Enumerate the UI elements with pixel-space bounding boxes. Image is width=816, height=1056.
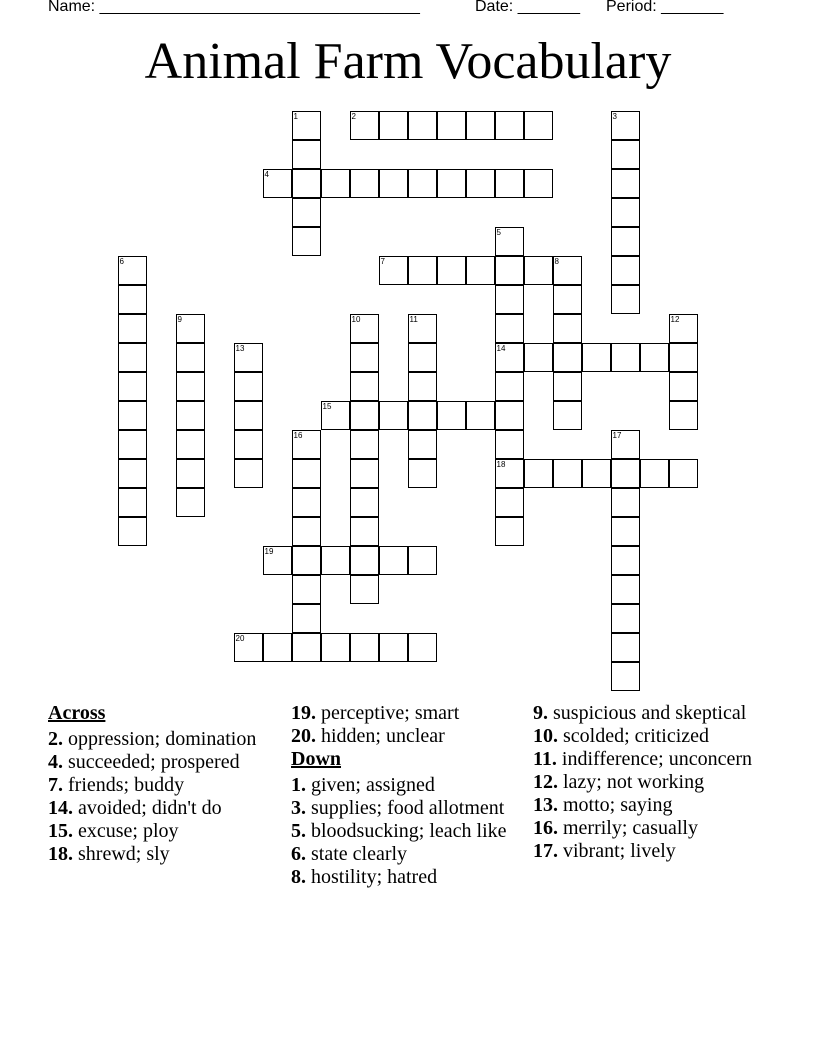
grid-cell[interactable] (408, 430, 437, 459)
clue-across-20: 20. hidden; unclear (291, 725, 445, 747)
clue-number: 12 (670, 314, 680, 324)
grid-cell[interactable] (379, 169, 408, 198)
grid-cell[interactable] (553, 401, 582, 430)
grid-cell[interactable] (234, 459, 263, 488)
grid-cell[interactable] (263, 546, 292, 575)
grid-cell[interactable] (408, 256, 437, 285)
clue-down-5: 5. bloodsucking; leach like (291, 820, 507, 842)
grid-cell[interactable] (611, 633, 640, 662)
page-title: Animal Farm Vocabulary (144, 33, 672, 90)
grid-cell[interactable] (176, 430, 205, 459)
grid-cell[interactable] (669, 372, 698, 401)
grid-cell[interactable] (611, 604, 640, 633)
grid-cell[interactable] (495, 285, 524, 314)
grid-cell[interactable] (263, 633, 292, 662)
grid-cell[interactable] (611, 285, 640, 314)
clue-down-13: 13. motto; saying (533, 794, 673, 816)
grid-cell[interactable] (292, 488, 321, 517)
grid-cell[interactable] (176, 459, 205, 488)
grid-cell[interactable] (611, 546, 640, 575)
grid-cell[interactable] (466, 111, 495, 140)
grid-cell[interactable] (350, 546, 379, 575)
grid-cell[interactable] (350, 575, 379, 604)
grid-cell[interactable] (118, 256, 147, 285)
grid-cell[interactable] (408, 169, 437, 198)
down-heading: Down (291, 748, 342, 770)
grid-cell[interactable] (611, 662, 640, 691)
grid-cell[interactable] (466, 169, 495, 198)
grid-cell[interactable] (234, 430, 263, 459)
clue-number: 14 (496, 343, 506, 353)
grid-cell[interactable] (553, 372, 582, 401)
grid-cell[interactable] (350, 459, 379, 488)
grid-cell[interactable] (350, 488, 379, 517)
grid-cell[interactable] (176, 343, 205, 372)
clue-column-1 (48, 702, 283, 866)
grid-cell[interactable] (408, 343, 437, 372)
clue-across-7: 7. friends; buddy (48, 774, 185, 796)
grid-cell[interactable] (118, 314, 147, 343)
grid-cell[interactable] (350, 372, 379, 401)
clue-number: 18 (496, 459, 506, 469)
grid-cell[interactable] (292, 169, 321, 198)
grid-cell[interactable] (292, 546, 321, 575)
grid-cell[interactable] (350, 314, 379, 343)
grid-cell[interactable] (321, 546, 350, 575)
grid-cell[interactable] (495, 430, 524, 459)
across-heading: Across (48, 702, 106, 724)
grid-cell[interactable] (524, 256, 553, 285)
grid-cell[interactable] (553, 459, 582, 488)
clue-across-19: 19. perceptive; smart (291, 702, 460, 724)
grid-cell[interactable] (350, 430, 379, 459)
clue-number: 9 (177, 314, 182, 324)
grid-cell[interactable] (292, 430, 321, 459)
grid-cell[interactable] (118, 459, 147, 488)
grid-cell[interactable] (350, 343, 379, 372)
grid-cell[interactable] (379, 401, 408, 430)
grid-cell[interactable] (495, 343, 524, 372)
grid-cell[interactable] (495, 111, 524, 140)
grid-cell[interactable] (118, 401, 147, 430)
grid-cell[interactable] (524, 111, 553, 140)
period-field[interactable]: Period: _______ (606, 0, 724, 15)
clue-down-10: 10. scolded; criticized (533, 725, 710, 747)
grid-cell[interactable] (408, 633, 437, 662)
grid-cell[interactable] (118, 343, 147, 372)
clue-across-18: 18. shrewd; sly (48, 843, 170, 865)
grid-cell[interactable] (495, 227, 524, 256)
clue-number: 11 (409, 314, 418, 324)
student-info-header (48, 0, 768, 20)
grid-cell[interactable] (437, 256, 466, 285)
grid-cell[interactable] (669, 401, 698, 430)
clue-number: 5 (496, 227, 501, 237)
grid-cell[interactable] (611, 343, 640, 372)
clue-number: 8 (554, 256, 559, 266)
grid-cell[interactable] (640, 343, 669, 372)
grid-cell[interactable] (350, 401, 379, 430)
grid-cell[interactable] (611, 169, 640, 198)
grid-cell[interactable] (234, 372, 263, 401)
grid-cell[interactable] (611, 140, 640, 169)
clue-number: 7 (380, 256, 385, 266)
grid-cell[interactable] (611, 517, 640, 546)
clue-down-9: 9. suspicious and skeptical (533, 702, 747, 724)
clue-number: 20 (235, 633, 245, 643)
grid-cell[interactable] (176, 488, 205, 517)
grid-cell[interactable] (379, 546, 408, 575)
grid-cell[interactable] (582, 343, 611, 372)
grid-cell[interactable] (379, 256, 408, 285)
grid-cell[interactable] (234, 401, 263, 430)
grid-cell[interactable] (466, 401, 495, 430)
grid-cell[interactable] (611, 256, 640, 285)
clue-number: 17 (612, 430, 622, 440)
grid-cell[interactable] (292, 459, 321, 488)
grid-cell[interactable] (234, 343, 263, 372)
grid-cell[interactable] (408, 314, 437, 343)
grid-cell[interactable] (611, 227, 640, 256)
grid-cell[interactable] (611, 459, 640, 488)
grid-cell[interactable] (350, 111, 379, 140)
grid-cell[interactable] (408, 401, 437, 430)
grid-cell[interactable] (176, 314, 205, 343)
grid-cell[interactable] (408, 459, 437, 488)
clue-across-15: 15. excuse; ploy (48, 820, 179, 842)
clue-column-3 (533, 702, 783, 863)
grid-cell[interactable] (408, 546, 437, 575)
clue-down-1: 1. given; assigned (291, 774, 435, 796)
grid-cell[interactable] (553, 285, 582, 314)
grid-cell[interactable] (118, 372, 147, 401)
clue-number: 4 (264, 169, 269, 179)
grid-cell[interactable] (495, 169, 524, 198)
grid-cell[interactable] (495, 372, 524, 401)
grid-cell[interactable] (118, 517, 147, 546)
clue-column-2 (291, 702, 526, 889)
grid-cell[interactable] (582, 459, 611, 488)
grid-cell[interactable] (379, 111, 408, 140)
grid-cell[interactable] (292, 517, 321, 546)
grid-cell[interactable] (321, 401, 350, 430)
grid-cell[interactable] (408, 372, 437, 401)
clue-number: 16 (293, 430, 303, 440)
clue-number: 2 (351, 111, 356, 121)
grid-cell[interactable] (437, 111, 466, 140)
grid-cell[interactable] (611, 488, 640, 517)
clue-across-14: 14. avoided; didn't do (48, 797, 222, 819)
clue-number: 1 (293, 111, 298, 121)
grid-cell[interactable] (350, 517, 379, 546)
grid-cell[interactable] (176, 372, 205, 401)
name-field[interactable]: Name: ____________________________________ (48, 0, 420, 15)
grid-cell[interactable] (176, 401, 205, 430)
grid-cell[interactable] (350, 169, 379, 198)
clue-down-8: 8. hostility; hatred (291, 866, 438, 888)
grid-cell[interactable] (292, 227, 321, 256)
grid-cell[interactable] (292, 140, 321, 169)
grid-cell[interactable] (321, 169, 350, 198)
grid-cell[interactable] (292, 633, 321, 662)
clue-number: 3 (612, 111, 617, 121)
clue-down-16: 16. merrily; casually (533, 817, 698, 839)
grid-cell[interactable] (350, 633, 379, 662)
grid-cell[interactable] (495, 256, 524, 285)
grid-cell[interactable] (437, 169, 466, 198)
grid-cell[interactable] (611, 198, 640, 227)
grid-cell[interactable] (292, 575, 321, 604)
grid-cell[interactable] (118, 285, 147, 314)
grid-cell[interactable] (408, 111, 437, 140)
clue-number: 15 (322, 401, 332, 411)
grid-cell[interactable] (234, 633, 263, 662)
grid-cell[interactable] (611, 575, 640, 604)
grid-cell[interactable] (292, 198, 321, 227)
grid-cell[interactable] (379, 633, 408, 662)
clue-down-6: 6. state clearly (291, 843, 408, 865)
grid-cell[interactable] (640, 459, 669, 488)
clue-down-17: 17. vibrant; lively (533, 840, 676, 862)
grid-cell[interactable] (611, 430, 640, 459)
grid-cell[interactable] (118, 430, 147, 459)
grid-cell[interactable] (292, 111, 321, 140)
grid-cell[interactable] (524, 343, 553, 372)
clue-number: 19 (264, 546, 274, 556)
grid-cell[interactable] (553, 314, 582, 343)
grid-cell[interactable] (495, 401, 524, 430)
clue-down-3: 3. supplies; food allotment (291, 797, 505, 819)
grid-cell[interactable] (321, 633, 350, 662)
date-field[interactable]: Date: _______ (475, 0, 580, 15)
grid-cell[interactable] (669, 459, 698, 488)
grid-cell[interactable] (495, 517, 524, 546)
grid-cell[interactable] (437, 401, 466, 430)
grid-cell[interactable] (524, 169, 553, 198)
clue-across-2: 2. oppression; domination (48, 728, 257, 750)
grid-cell[interactable] (466, 256, 495, 285)
grid-cell[interactable] (669, 314, 698, 343)
clue-down-12: 12. lazy; not working (533, 771, 705, 793)
clue-down-11: 11. indifference; unconcern (533, 748, 752, 770)
grid-cell[interactable] (524, 459, 553, 488)
clue-number: 10 (351, 314, 361, 324)
clue-number: 6 (119, 256, 124, 266)
grid-cell[interactable] (553, 343, 582, 372)
grid-cell[interactable] (118, 488, 147, 517)
grid-cell[interactable] (495, 314, 524, 343)
grid-cell[interactable] (669, 343, 698, 372)
grid-cell[interactable] (611, 111, 640, 140)
grid-cell[interactable] (495, 488, 524, 517)
clue-number: 13 (235, 343, 245, 353)
grid-cell[interactable] (495, 459, 524, 488)
clue-across-4: 4. succeeded; prospered (48, 751, 240, 773)
grid-cell[interactable] (263, 169, 292, 198)
grid-cell[interactable] (553, 256, 582, 285)
grid-cell[interactable] (292, 604, 321, 633)
